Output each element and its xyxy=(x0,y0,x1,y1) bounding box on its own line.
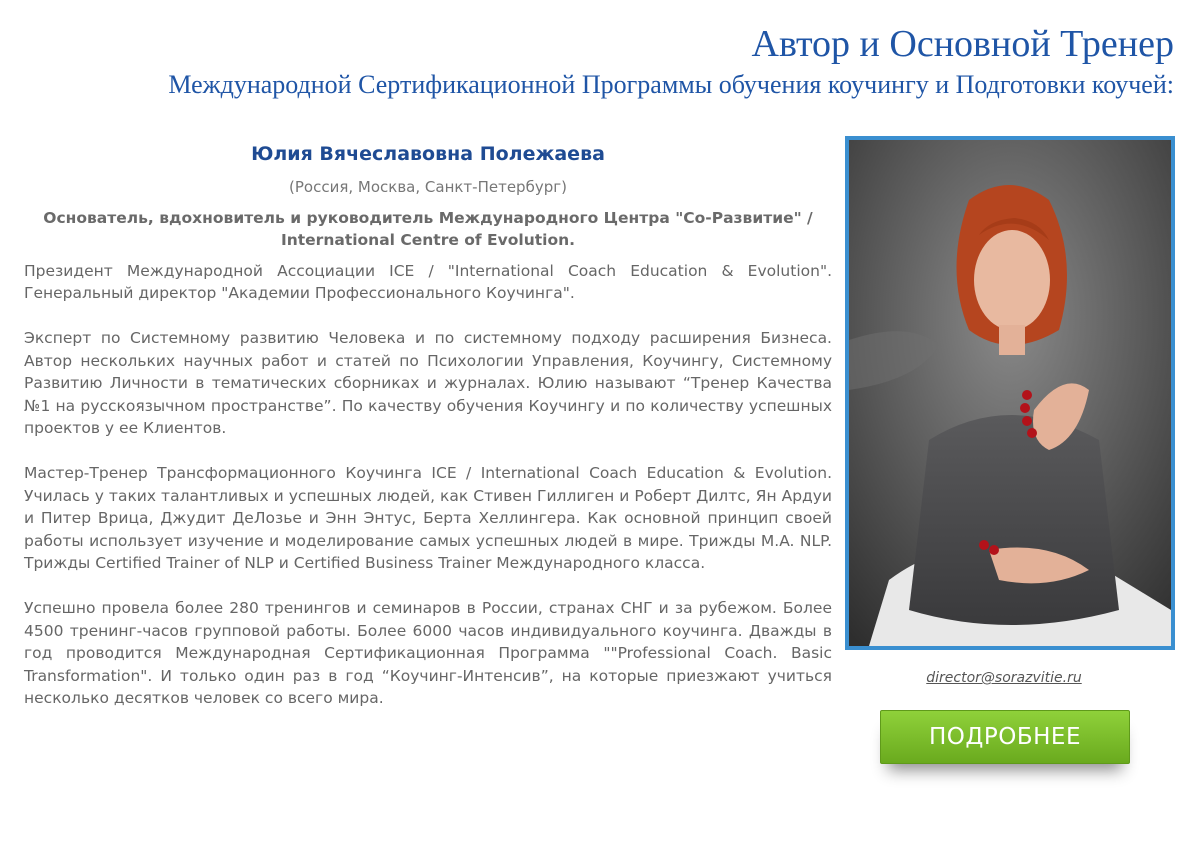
trainer-role: Основатель, вдохновитель и руководитель Международного Центра "Со-Развитие" / International Centre of Evolution. xyxy=(43,208,813,249)
bio-paragraph-1: Президент Международной Ассоциации ICE / "International Coach Education & Evolution". Генеральный директор "Академии Профессионального Коучинга". xyxy=(24,261,832,302)
page-subtitle: Международной Сертификационной Программы обучения коучингу и Подготовки коучей: xyxy=(168,70,1174,99)
contact-email-link[interactable]: director@sorazvitie.ru xyxy=(926,670,1082,686)
more-details-button[interactable]: ПОДРОБНЕЕ xyxy=(880,710,1130,764)
page-title: Автор и Основной Тренер xyxy=(751,23,1174,65)
bio-paragraph-2: Эксперт по Системному развитию Человека и по системному подходу расширения Бизнеса. Автор нескольких научных работ и статей по Психологии Управления, Коучингу, Системному Развитию Личности в тематических сборниках и журналах. Юлию называют “Тренер Качества №1 на русскоязычном пространстве”. По качеству обучения Коучингу и по количеству успешных проектов у ее Клиентов. xyxy=(24,329,832,437)
trainer-bio xyxy=(24,260,832,710)
trainer-portrait-image xyxy=(849,140,1171,646)
trainer-location: (Россия, Москва, Санкт-Петербург) xyxy=(289,178,567,196)
bio-paragraph-3: Мастер-Тренер Трансформационного Коучинга ICE / International Coach Education & Evolution. Училась у таких талантливых и успешных людей, как Стивен Гиллиген и Роберт Дилтс, Ян Ардуи и Питер Врица, Джудит ДеЛозье и Энн Энтус, Берта Хеллингера. Как основной принцип своей работы использует изучение и моделирование самых успешных людей в мире. Трижды M.A. NLP. Трижды Certified Trainer of NLP и Certified Business Trainer Международного класса. xyxy=(24,464,832,572)
bio-paragraph-4: Успешно провела более 280 тренингов и семинаров в России, странах СНГ и за рубежом. Более 4500 тренинг-часов групповой работы. Более 6000 часов индивидуального коучинга. Дважды в год проводится Международная Сертификационная Программа ""Professional Coach. Basic Transformation". И только один раз в год “Коучинг-Интенсив”, на которые приезжают учиться несколько десятков человек со всего мира. xyxy=(24,599,832,707)
trainer-name: Юлия Вячеславовна Полежаева xyxy=(251,143,605,165)
trainer-photo xyxy=(845,136,1175,650)
trainer-info xyxy=(24,140,832,710)
